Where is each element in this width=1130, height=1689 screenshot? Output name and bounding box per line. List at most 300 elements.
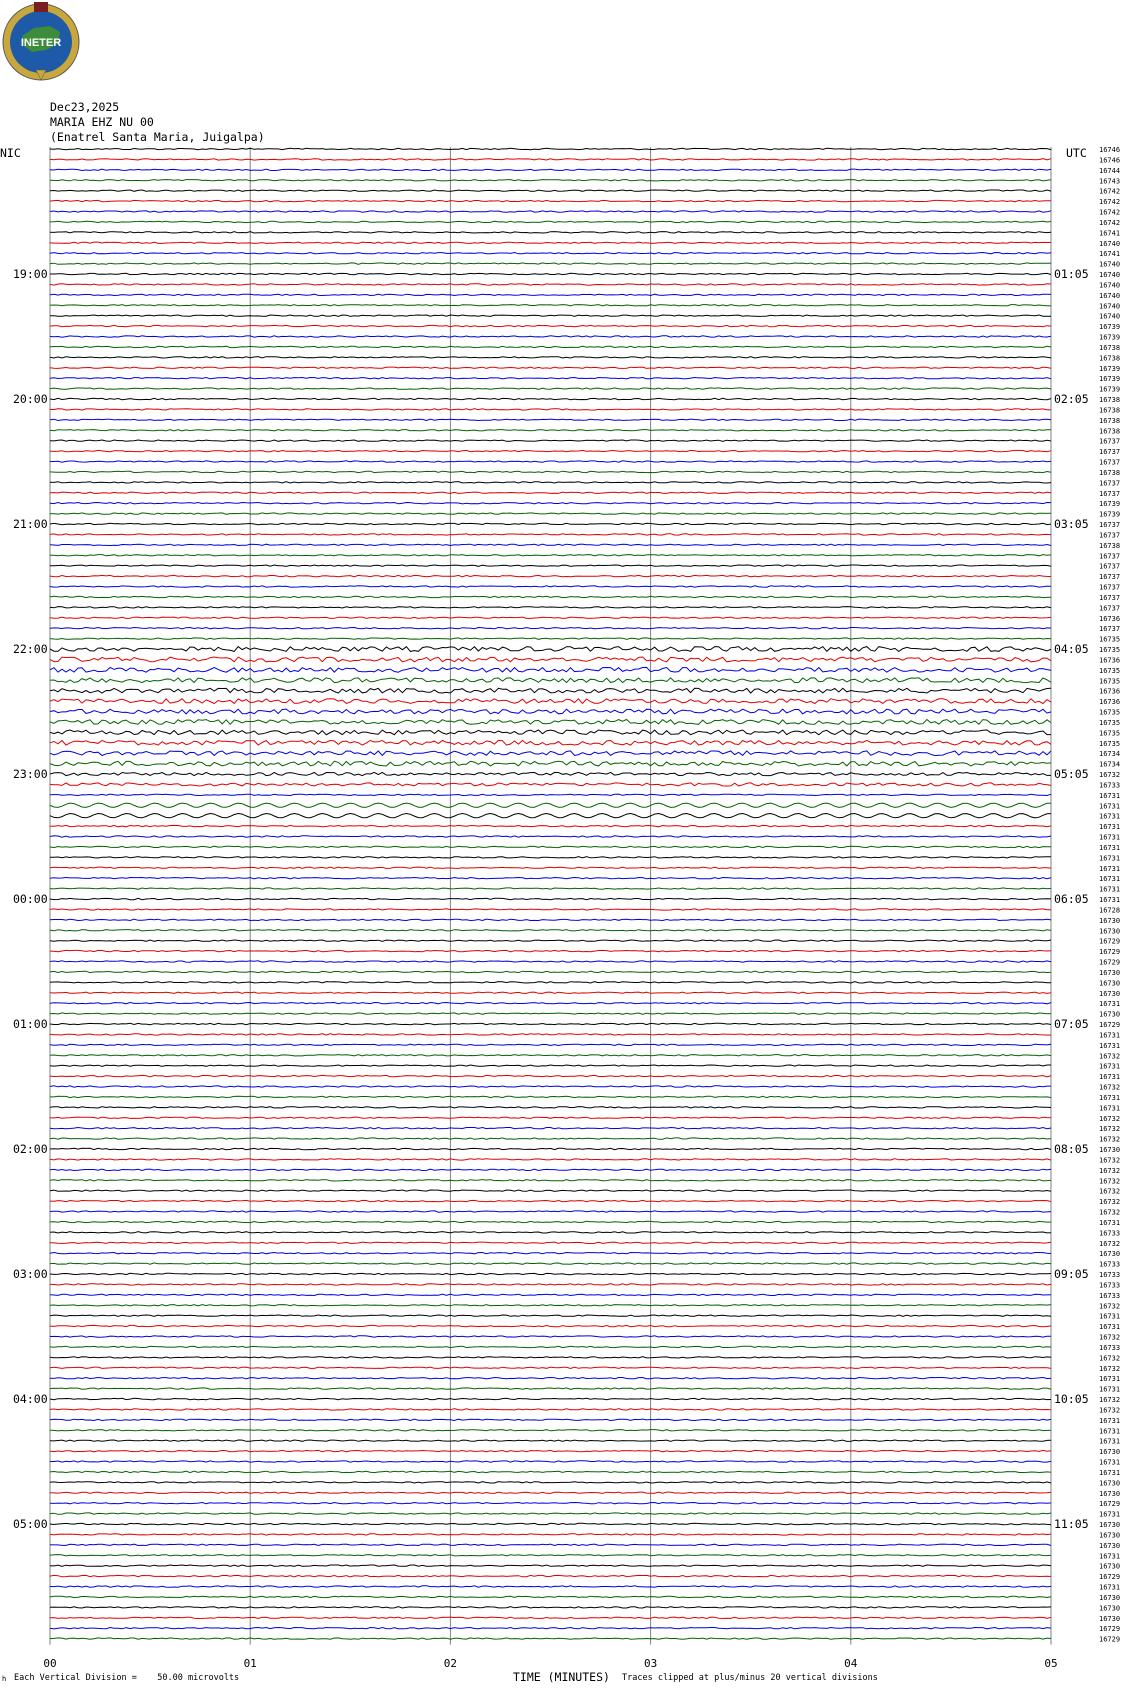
trace-value-label: 16731 <box>1099 833 1121 842</box>
left-time-label: 04:00 <box>13 1392 48 1407</box>
seismic-trace <box>50 1346 1051 1347</box>
seismic-trace <box>50 1128 1051 1129</box>
seismic-trace <box>50 1117 1051 1118</box>
trace-value-label: 16733 <box>1099 1291 1121 1300</box>
trace-value-label: 16730 <box>1099 1489 1121 1498</box>
seismic-trace <box>50 315 1051 316</box>
seismic-trace <box>50 1638 1051 1639</box>
seismic-trace <box>50 419 1051 420</box>
scale-note: Each Vertical Division = 50.00 microvolts <box>14 1673 240 1683</box>
seismic-trace <box>50 378 1051 379</box>
seismic-trace <box>50 200 1051 201</box>
seismic-trace <box>50 148 1051 149</box>
trace-value-label: 16732 <box>1099 1354 1121 1363</box>
trace-value-label: 16737 <box>1099 521 1121 530</box>
left-time-label: 02:00 <box>13 1142 48 1157</box>
seismic-trace <box>50 1096 1051 1097</box>
seismic-trace <box>50 1315 1051 1316</box>
trace-value-label: 16730 <box>1099 1604 1121 1613</box>
seismic-trace <box>50 857 1051 858</box>
seismic-trace <box>50 761 1051 766</box>
trace-value-label: 16732 <box>1099 1239 1121 1248</box>
trace-value-label: 16729 <box>1099 1573 1121 1582</box>
seismic-trace <box>50 803 1051 807</box>
trace-value-label: 16731 <box>1099 1000 1121 1009</box>
trace-value-label: 16737 <box>1099 625 1121 634</box>
trace-value-label: 16730 <box>1099 1614 1121 1623</box>
trace-value-label: 16731 <box>1099 885 1121 894</box>
right-time-label: 05:05 <box>1054 767 1089 782</box>
trace-value-label: 16730 <box>1099 1562 1121 1571</box>
seismic-trace <box>50 867 1051 868</box>
seismic-trace <box>50 1013 1051 1014</box>
seismic-trace <box>50 503 1051 504</box>
trace-value-label: 16731 <box>1099 1073 1121 1082</box>
trace-value-label: 16728 <box>1099 906 1121 915</box>
seismic-trace <box>50 1461 1051 1462</box>
trace-value-label: 16742 <box>1099 187 1121 196</box>
seismic-trace <box>50 982 1051 983</box>
trace-value-label: 16738 <box>1099 343 1121 352</box>
seismic-trace <box>50 772 1051 775</box>
seismic-trace <box>50 992 1051 993</box>
seismic-trace <box>50 294 1051 295</box>
trace-value-label: 16731 <box>1099 1093 1121 1102</box>
trace-value-label: 16737 <box>1099 489 1121 498</box>
trace-value-label: 16737 <box>1099 552 1121 561</box>
seismic-trace <box>50 586 1051 587</box>
seismic-trace <box>50 440 1051 441</box>
trace-value-label: 16742 <box>1099 208 1121 217</box>
left-time-label: 00:00 <box>13 892 48 907</box>
seismic-trace <box>50 346 1051 347</box>
seismic-trace <box>50 709 1051 714</box>
seismic-trace <box>50 1190 1051 1191</box>
seismic-trace <box>50 1607 1051 1608</box>
seismic-trace <box>50 430 1051 431</box>
seismic-trace <box>50 1336 1051 1337</box>
left-time-label: 23:00 <box>13 767 48 782</box>
trace-value-label: 16729 <box>1099 1635 1121 1644</box>
seismic-trace <box>50 1565 1051 1566</box>
seismic-trace <box>50 284 1051 285</box>
trace-value-label: 16730 <box>1099 1541 1121 1550</box>
trace-value-label: 16731 <box>1099 1312 1121 1321</box>
seismic-trace <box>50 1086 1051 1087</box>
right-time-label: 02:05 <box>1054 392 1089 407</box>
seismic-trace <box>50 1325 1051 1326</box>
trace-value-label: 16732 <box>1099 1083 1121 1092</box>
trace-value-label: 16737 <box>1099 604 1121 613</box>
seismic-trace <box>50 211 1051 212</box>
seismic-trace <box>50 1523 1051 1524</box>
trace-value-label: 16733 <box>1099 1260 1121 1269</box>
seismic-trace <box>50 180 1051 181</box>
trace-value-label: 16733 <box>1099 1281 1121 1290</box>
trace-value-label: 16743 <box>1099 177 1121 186</box>
trace-value-label: 16732 <box>1099 1198 1121 1207</box>
seismic-trace <box>50 1211 1051 1212</box>
seismic-trace <box>50 607 1051 608</box>
seismic-trace <box>50 846 1051 847</box>
corner-mark: h <box>2 1675 7 1683</box>
right-time-label: 03:05 <box>1054 517 1089 532</box>
seismic-trace <box>50 190 1051 191</box>
trace-value-label: 16732 <box>1099 1302 1121 1311</box>
trace-value-label: 16732 <box>1099 1177 1121 1186</box>
seismic-trace <box>50 751 1051 756</box>
seismic-trace <box>50 461 1051 462</box>
trace-value-label: 16744 <box>1099 166 1121 175</box>
trace-value-label: 16733 <box>1099 1271 1121 1280</box>
trace-value-label: 16730 <box>1099 979 1121 988</box>
left-time-label: 03:00 <box>13 1267 48 1282</box>
seismic-trace <box>50 575 1051 576</box>
trace-value-label: 16730 <box>1099 1448 1121 1457</box>
trace-value-label: 16738 <box>1099 416 1121 425</box>
trace-value-label: 16735 <box>1099 729 1121 738</box>
right-timezone-label: UTC <box>1066 146 1087 160</box>
right-time-label: 06:05 <box>1054 892 1089 907</box>
seismic-trace <box>50 1305 1051 1306</box>
seismic-trace <box>50 909 1051 910</box>
seismic-trace <box>50 221 1051 222</box>
seismic-trace <box>50 1628 1051 1629</box>
seismic-trace <box>50 699 1051 704</box>
trace-value-label: 16740 <box>1099 260 1121 269</box>
seismic-trace <box>50 450 1051 451</box>
seismic-trace <box>50 357 1051 358</box>
seismic-trace <box>50 1492 1051 1493</box>
seismic-trace <box>50 1544 1051 1545</box>
left-time-label: 22:00 <box>13 642 48 657</box>
left-time-label: 19:00 <box>13 267 48 282</box>
trace-value-label: 16735 <box>1099 635 1121 644</box>
trace-value-label: 16733 <box>1099 1229 1121 1238</box>
seismic-trace <box>50 169 1051 170</box>
left-time-label: 05:00 <box>13 1517 48 1532</box>
trace-value-label: 16741 <box>1099 250 1121 259</box>
trace-value-label: 16738 <box>1099 406 1121 415</box>
trace-value-label: 16731 <box>1099 802 1121 811</box>
seismic-trace <box>50 1482 1051 1483</box>
trace-value-label: 16731 <box>1099 843 1121 852</box>
trace-value-label: 16731 <box>1099 1323 1121 1332</box>
trace-value-label: 16740 <box>1099 271 1121 280</box>
trace-value-label: 16734 <box>1099 750 1121 759</box>
x-axis-title: TIME (MINUTES) <box>513 1670 610 1684</box>
header-date: Dec23,2025 <box>50 100 120 114</box>
seismic-trace <box>50 878 1051 879</box>
trace-value-label: 16731 <box>1099 1583 1121 1592</box>
trace-value-label: 16738 <box>1099 354 1121 363</box>
trace-value-label: 16732 <box>1099 1187 1121 1196</box>
seismic-trace <box>50 730 1051 735</box>
trace-value-label: 16731 <box>1099 1552 1121 1561</box>
trace-value-label: 16732 <box>1099 1406 1121 1415</box>
trace-value-label: 16737 <box>1099 583 1121 592</box>
left-timezone-label: NIC <box>0 146 21 160</box>
seismic-trace <box>50 544 1051 545</box>
right-time-label: 11:05 <box>1054 1517 1089 1532</box>
trace-value-label: 16737 <box>1099 437 1121 446</box>
trace-value-label: 16735 <box>1099 666 1121 675</box>
trace-value-label: 16729 <box>1099 1021 1121 1030</box>
seismic-trace <box>50 1034 1051 1035</box>
trace-value-label: 16739 <box>1099 500 1121 509</box>
x-tick-label: 02 <box>443 1657 458 1670</box>
trace-value-label: 16740 <box>1099 302 1121 311</box>
seismic-trace <box>50 688 1051 693</box>
x-tick-label: 03 <box>643 1657 658 1670</box>
trace-value-label: 16730 <box>1099 1593 1121 1602</box>
seismic-trace <box>50 398 1051 399</box>
trace-value-label: 16730 <box>1099 1531 1121 1540</box>
seismic-trace <box>50 1503 1051 1504</box>
trace-value-label: 16730 <box>1099 968 1121 977</box>
seismic-trace <box>50 1419 1051 1420</box>
seismic-trace <box>50 1555 1051 1556</box>
x-tick-label: 00 <box>43 1657 57 1670</box>
trace-value-label: 16735 <box>1099 718 1121 727</box>
seismic-trace <box>50 367 1051 368</box>
seismic-trace <box>50 961 1051 962</box>
trace-value-label: 16739 <box>1099 333 1121 342</box>
trace-value-label: 16731 <box>1099 1437 1121 1446</box>
seismic-trace <box>50 1513 1051 1514</box>
seismic-trace <box>50 1471 1051 1472</box>
trace-value-label: 16732 <box>1099 1125 1121 1134</box>
seismic-trace <box>50 1044 1051 1045</box>
seismic-trace <box>50 1232 1051 1233</box>
seismic-trace <box>50 1200 1051 1201</box>
trace-value-label: 16740 <box>1099 281 1121 290</box>
seismic-trace <box>50 720 1051 725</box>
seismic-trace <box>50 565 1051 566</box>
seismic-trace <box>50 678 1051 683</box>
trace-value-label: 16731 <box>1099 1218 1121 1227</box>
trace-value-label: 16729 <box>1099 937 1121 946</box>
trace-value-label: 16731 <box>1099 1385 1121 1394</box>
trace-value-label: 16732 <box>1099 1114 1121 1123</box>
trace-value-label: 16735 <box>1099 677 1121 686</box>
seismic-trace <box>50 1357 1051 1358</box>
seismic-trace <box>50 555 1051 556</box>
seismic-trace <box>50 1180 1051 1181</box>
seismic-trace <box>50 1242 1051 1243</box>
trace-value-label: 16746 <box>1099 156 1121 165</box>
seismic-trace <box>50 1055 1051 1056</box>
seismic-trace <box>50 1159 1051 1160</box>
trace-value-label: 16730 <box>1099 916 1121 925</box>
seismic-trace <box>50 647 1051 652</box>
seismic-trace <box>50 534 1051 535</box>
trace-value-label: 16737 <box>1099 479 1121 488</box>
seismic-trace <box>50 638 1051 639</box>
seismic-trace <box>50 596 1051 597</box>
trace-value-label: 16731 <box>1099 1468 1121 1477</box>
trace-value-label: 16729 <box>1099 1500 1121 1509</box>
trace-value-label: 16731 <box>1099 875 1121 884</box>
trace-value-label: 16738 <box>1099 396 1121 405</box>
trace-value-label: 16731 <box>1099 1104 1121 1113</box>
trace-value-label: 16732 <box>1099 1156 1121 1165</box>
clip-note: Traces clipped at plus/minus 20 vertical divisions <box>622 1673 878 1683</box>
trace-value-label: 16732 <box>1099 1135 1121 1144</box>
right-time-label: 01:05 <box>1054 267 1089 282</box>
trace-value-label: 16739 <box>1099 510 1121 519</box>
seismic-trace <box>50 1107 1051 1108</box>
seismic-trace <box>50 253 1051 254</box>
seismic-trace <box>50 242 1051 243</box>
trace-value-label: 16740 <box>1099 291 1121 300</box>
trace-value-label: 16738 <box>1099 541 1121 550</box>
seismic-trace <box>50 1169 1051 1170</box>
trace-value-label: 16737 <box>1099 573 1121 582</box>
right-time-label: 04:05 <box>1054 642 1089 657</box>
seismic-trace <box>50 1263 1051 1264</box>
trace-value-label: 16729 <box>1099 1625 1121 1634</box>
trace-value-label: 16735 <box>1099 739 1121 748</box>
seismic-trace <box>50 740 1051 745</box>
header-station: MARIA EHZ NU 00 <box>50 115 154 129</box>
trace-value-label: 16731 <box>1099 1416 1121 1425</box>
seismic-trace <box>50 1273 1051 1274</box>
seismic-trace <box>50 1023 1051 1024</box>
trace-value-label: 16732 <box>1099 771 1121 780</box>
trace-value-label: 16735 <box>1099 708 1121 717</box>
seismic-trace <box>50 471 1051 472</box>
trace-value-label: 16732 <box>1099 1364 1121 1373</box>
seismic-trace <box>50 898 1051 899</box>
trace-value-label: 16731 <box>1099 1458 1121 1467</box>
trace-value-label: 16731 <box>1099 812 1121 821</box>
trace-value-label: 16733 <box>1099 781 1121 790</box>
x-tick-label: 01 <box>243 1657 257 1670</box>
trace-value-label: 16738 <box>1099 468 1121 477</box>
seismic-trace <box>50 1065 1051 1066</box>
trace-value-label: 16731 <box>1099 864 1121 873</box>
seismic-trace <box>50 1138 1051 1139</box>
seismic-trace <box>50 523 1051 524</box>
seismic-trace <box>50 1075 1051 1076</box>
seismic-trace <box>50 1221 1051 1222</box>
trace-value-label: 16746 <box>1099 146 1121 154</box>
seismic-trace <box>50 667 1051 672</box>
trace-value-label: 16731 <box>1099 1031 1121 1040</box>
trace-value-label: 16739 <box>1099 364 1121 373</box>
seismic-trace <box>50 1440 1051 1441</box>
trace-value-label: 16736 <box>1099 687 1121 696</box>
seismic-trace <box>50 159 1051 160</box>
trace-value-label: 16731 <box>1099 854 1121 863</box>
seismic-trace <box>50 950 1051 951</box>
seismic-trace <box>50 940 1051 941</box>
seismic-trace <box>50 409 1051 410</box>
trace-value-label: 16739 <box>1099 375 1121 384</box>
trace-value-label: 16734 <box>1099 760 1121 769</box>
x-tick-label: 05 <box>1044 1657 1058 1670</box>
right-time-label: 07:05 <box>1054 1017 1089 1032</box>
header-location: (Enatrel Santa Maria, Juigalpa) <box>50 130 265 144</box>
seismic-trace <box>50 1388 1051 1389</box>
trace-value-label: 16730 <box>1099 1521 1121 1530</box>
left-time-label: 21:00 <box>13 517 48 532</box>
x-tick-label: 04 <box>844 1657 858 1670</box>
trace-value-label: 16732 <box>1099 1333 1121 1342</box>
trace-value-label: 16739 <box>1099 385 1121 394</box>
seismic-trace <box>50 657 1051 662</box>
seismic-trace <box>50 930 1051 931</box>
seismic-trace <box>50 1148 1051 1149</box>
trace-value-label: 16730 <box>1099 1479 1121 1488</box>
trace-value-label: 16740 <box>1099 239 1121 248</box>
trace-value-label: 16732 <box>1099 1052 1121 1061</box>
trace-value-label: 16731 <box>1099 896 1121 905</box>
trace-value-label: 16736 <box>1099 698 1121 707</box>
trace-value-label: 16741 <box>1099 229 1121 238</box>
trace-value-label: 16742 <box>1099 218 1121 227</box>
trace-value-label: 16731 <box>1099 1375 1121 1384</box>
right-time-label: 08:05 <box>1054 1142 1089 1157</box>
trace-value-label: 16742 <box>1099 198 1121 207</box>
seismic-trace <box>50 305 1051 306</box>
trace-value-label: 16730 <box>1099 1250 1121 1259</box>
seismic-trace <box>50 492 1051 493</box>
seismic-trace <box>50 825 1051 826</box>
trace-value-label: 16740 <box>1099 312 1121 321</box>
trace-value-label: 16731 <box>1099 823 1121 832</box>
left-time-label: 20:00 <box>13 392 48 407</box>
seismic-trace <box>50 1534 1051 1535</box>
trace-value-label: 16736 <box>1099 614 1121 623</box>
trace-value-label: 16731 <box>1099 1041 1121 1050</box>
trace-value-label: 16739 <box>1099 323 1121 332</box>
trace-value-label: 16737 <box>1099 531 1121 540</box>
seismic-trace <box>50 336 1051 337</box>
trace-value-label: 16731 <box>1099 1427 1121 1436</box>
trace-value-label: 16732 <box>1099 1166 1121 1175</box>
seismic-trace <box>50 1378 1051 1379</box>
trace-value-label: 16730 <box>1099 989 1121 998</box>
right-time-label: 10:05 <box>1054 1392 1089 1407</box>
seismic-trace <box>50 1003 1051 1004</box>
trace-value-label: 16730 <box>1099 1010 1121 1019</box>
seismic-trace <box>50 1596 1051 1597</box>
seismic-trace <box>50 1617 1051 1618</box>
seismic-trace <box>50 1586 1051 1587</box>
seismic-trace <box>50 836 1051 837</box>
trace-value-label: 16732 <box>1099 1208 1121 1217</box>
trace-value-label: 16729 <box>1099 958 1121 967</box>
trace-value-label: 16733 <box>1099 1343 1121 1352</box>
trace-value-label: 16731 <box>1099 1062 1121 1071</box>
seismic-trace <box>50 1409 1051 1410</box>
trace-value-label: 16737 <box>1099 458 1121 467</box>
seismic-trace <box>50 794 1051 795</box>
seismic-trace <box>50 482 1051 483</box>
trace-value-label: 16729 <box>1099 948 1121 957</box>
trace-value-label: 16737 <box>1099 448 1121 457</box>
seismic-trace <box>50 971 1051 972</box>
seismic-trace <box>50 617 1051 618</box>
seismic-trace <box>50 273 1051 274</box>
trace-value-label: 16737 <box>1099 593 1121 602</box>
seismic-trace <box>50 783 1051 786</box>
trace-value-label: 16738 <box>1099 427 1121 436</box>
trace-value-label: 16737 <box>1099 562 1121 571</box>
seismic-trace <box>50 513 1051 514</box>
